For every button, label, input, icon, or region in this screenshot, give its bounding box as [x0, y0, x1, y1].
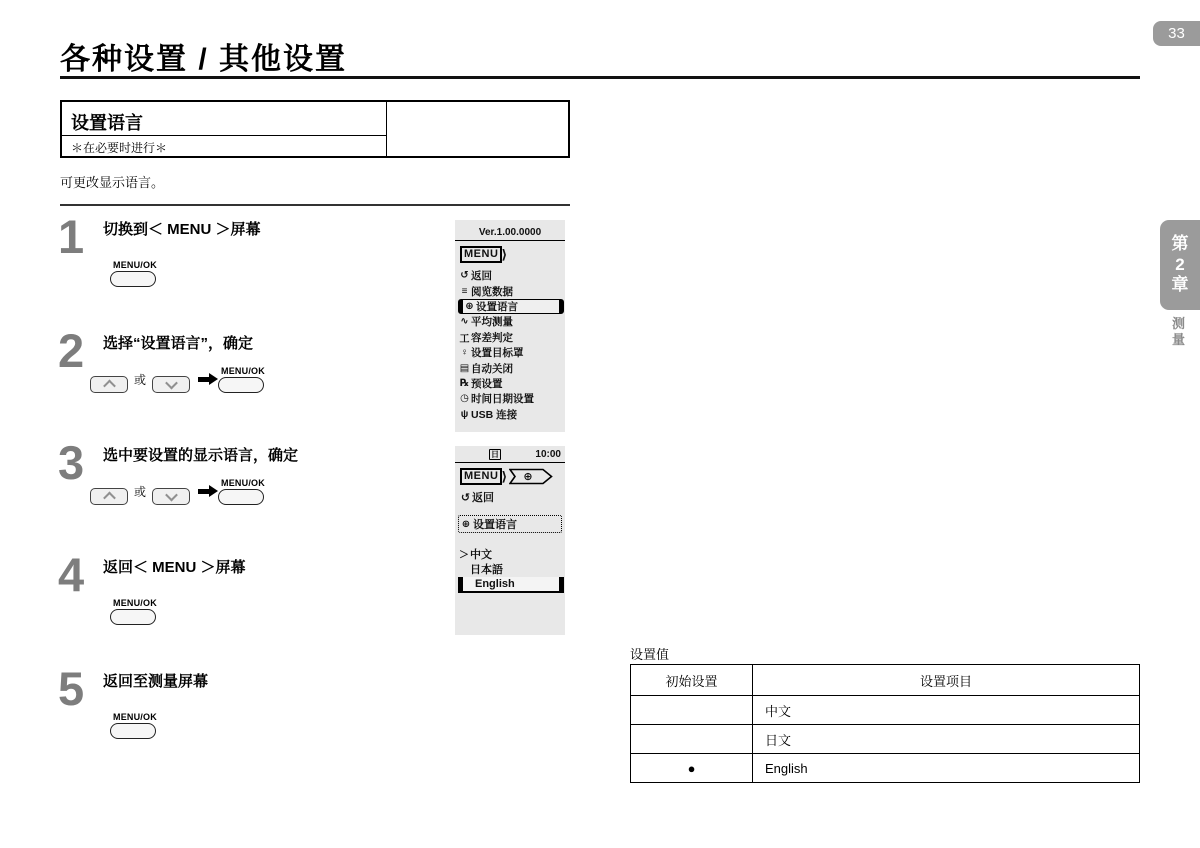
- chapter-tab: [1160, 220, 1200, 310]
- menu-item-view-data: [458, 283, 565, 298]
- step-2-title: 选择“设置语言”，确定: [103, 335, 254, 352]
- side-label-char: 量: [1171, 331, 1185, 347]
- table-row: [631, 754, 1140, 783]
- arrow-right-icon: [198, 489, 210, 494]
- menu-ok-label: MENU/OK: [221, 366, 265, 376]
- display-icon: ▤: [459, 362, 470, 374]
- initial-cell: [631, 725, 753, 754]
- usb-icon: ψ: [460, 408, 469, 420]
- item-cell: English: [753, 754, 1140, 783]
- language-icon: ⊕: [523, 471, 533, 483]
- language-list: [458, 546, 565, 593]
- table-caption: 设置值: [630, 647, 670, 662]
- menu-tab-chevron-icon: ⟩: [501, 468, 508, 484]
- menu-item-set-language-selected: [458, 299, 564, 314]
- step-3-title: 选中要设置的显示语言，确定: [103, 447, 299, 464]
- step-5-title: 返回至测量屏幕: [103, 673, 209, 690]
- language-label: 中文: [470, 548, 492, 561]
- menu-ok-button-figure: [110, 598, 157, 625]
- language-option-chinese: [458, 546, 565, 562]
- step-3-number: 3: [58, 436, 85, 489]
- selected-function-label: 设置语言: [473, 519, 517, 531]
- page-number: 33: [1168, 25, 1185, 42]
- current-marker-icon: ＞: [459, 550, 469, 562]
- title-underline: [60, 76, 1140, 79]
- initial-cell: [631, 696, 753, 725]
- step-4-title: 返回＜ MENU ＞屏幕: [103, 559, 246, 576]
- step-1-title: 切换到＜ MENU ＞屏幕: [103, 221, 261, 238]
- back-row: [459, 489, 565, 505]
- memory-icon: 日: [491, 450, 499, 459]
- menu-item-auto-off: [458, 360, 565, 375]
- lcd-screen-menu: [455, 220, 565, 432]
- menu-item-label: 平均测量: [471, 316, 513, 329]
- screen1-header: [455, 220, 565, 241]
- language-icon: ⊕: [465, 300, 474, 312]
- language-option-japanese: [458, 562, 565, 578]
- menu-ok-label: MENU/OK: [113, 260, 157, 270]
- menu-tab-row: [460, 245, 565, 264]
- page-number-badge: [1153, 21, 1200, 46]
- selected-function-box: [458, 515, 562, 533]
- lcd-screen-language: [455, 446, 565, 635]
- clock-icon: ◷: [460, 393, 469, 405]
- menu-ok-key-icon: [218, 489, 264, 505]
- target-mask-icon: ♀: [460, 347, 469, 359]
- menu-item-usb: [458, 407, 565, 422]
- menu-item-return: [458, 268, 565, 283]
- default-bullet-icon: ●: [631, 754, 753, 783]
- up-key-icon: [90, 488, 128, 505]
- section-note: ＊在必要时进行＊: [71, 141, 168, 155]
- language-label: 日本語: [470, 564, 503, 577]
- back-icon: ↺: [460, 270, 469, 282]
- menu-ok-button-figure: [218, 478, 265, 505]
- chevron-down-icon: [165, 489, 178, 502]
- language-label: English: [475, 577, 515, 590]
- menu-tab: MENU: [460, 468, 502, 485]
- language-tab-arrow: [509, 468, 553, 485]
- section-description: 可更改显示语言。: [60, 175, 165, 190]
- back-label: 返回: [472, 492, 494, 504]
- menu-item-preset: [458, 376, 565, 391]
- menu-item-label: 预设置: [471, 377, 503, 390]
- step-4-number: 4: [58, 548, 85, 601]
- menu-ok-button-figure: [110, 260, 157, 287]
- back-icon: ↺: [460, 491, 471, 504]
- section-box-empty-cell: [387, 102, 568, 156]
- section-heading: 设置语言: [62, 102, 386, 136]
- clock-time: 10:00: [535, 449, 561, 460]
- menu-item-label: 容差判定: [471, 331, 513, 344]
- arrow-right-icon: [198, 377, 210, 382]
- menu-ok-key-icon: [110, 723, 156, 739]
- menu-item-target-mask: [458, 345, 565, 360]
- chapter-tab-char: 第: [1171, 234, 1189, 254]
- wave-icon: ∿: [460, 316, 469, 328]
- or-label: 或: [134, 485, 147, 499]
- menu-item-label: 自动关闭: [471, 362, 513, 375]
- page-title: 各种设置 / 其他设置: [60, 43, 348, 76]
- menu-list: [458, 268, 565, 422]
- down-key-icon: [152, 488, 190, 505]
- menu-ok-key-icon: [110, 271, 156, 287]
- menu-tab: MENU: [460, 246, 502, 263]
- column-header-item: 设置项目: [753, 665, 1140, 696]
- menu-ok-key-icon: [110, 609, 156, 625]
- table-row: [631, 696, 1140, 725]
- menu-item-label: USB 连接: [471, 408, 518, 421]
- menu-item-average-measure: [458, 314, 565, 329]
- menu-ok-label: MENU/OK: [113, 598, 157, 608]
- steps-divider: [60, 204, 570, 206]
- menu-item-label: 阅览数据: [471, 285, 513, 298]
- item-cell: 日文: [753, 725, 1140, 754]
- up-key-icon: [90, 376, 128, 393]
- section-box-left: [62, 102, 387, 156]
- chapter-side-label: [1172, 316, 1185, 347]
- item-cell: 中文: [753, 696, 1140, 725]
- menu-item-label: 设置语言: [476, 300, 518, 313]
- menu-ok-button-figure: [218, 366, 265, 393]
- language-option-english-selected: [458, 577, 564, 593]
- down-key-icon: [152, 376, 190, 393]
- menu-item-tolerance: [458, 330, 565, 345]
- menu-ok-label: MENU/OK: [221, 478, 265, 488]
- screen2-header: [455, 446, 565, 463]
- menu-tab-chevron-icon: ⟩: [501, 246, 508, 262]
- menu-ok-key-icon: [218, 377, 264, 393]
- chapter-tab-char: 2: [1175, 254, 1185, 274]
- step-5-number: 5: [58, 662, 85, 715]
- chevron-up-icon: [103, 380, 116, 393]
- table-header-row: [631, 665, 1140, 696]
- step-1-number: 1: [58, 210, 85, 263]
- menu-tab-row: [460, 467, 565, 486]
- or-label: 或: [134, 373, 147, 387]
- tolerance-icon: 工: [459, 333, 470, 345]
- menu-ok-button-figure: [110, 712, 157, 739]
- menu-item-date-time: [458, 391, 565, 406]
- menu-ok-label: MENU/OK: [113, 712, 157, 722]
- firmware-version: Ver.1.00.0000: [478, 227, 542, 238]
- language-icon: ⊕: [461, 518, 471, 530]
- list-icon: ≡: [461, 285, 468, 297]
- chevron-up-icon: [103, 492, 116, 505]
- menu-item-label: 时间日期设置: [471, 393, 534, 406]
- chevron-down-icon: [165, 377, 178, 390]
- column-header-initial: 初始设置: [631, 665, 753, 696]
- preset-icon: ℞: [460, 377, 469, 389]
- menu-item-label: 返回: [471, 270, 492, 283]
- settings-table: [630, 664, 1140, 783]
- side-label-char: 测: [1171, 316, 1185, 331]
- menu-item-label: 设置目标罩: [471, 347, 524, 360]
- section-box: [60, 100, 570, 158]
- table-row: [631, 725, 1140, 754]
- chapter-tab-char: 章: [1171, 275, 1189, 295]
- step-2-number: 2: [58, 324, 85, 377]
